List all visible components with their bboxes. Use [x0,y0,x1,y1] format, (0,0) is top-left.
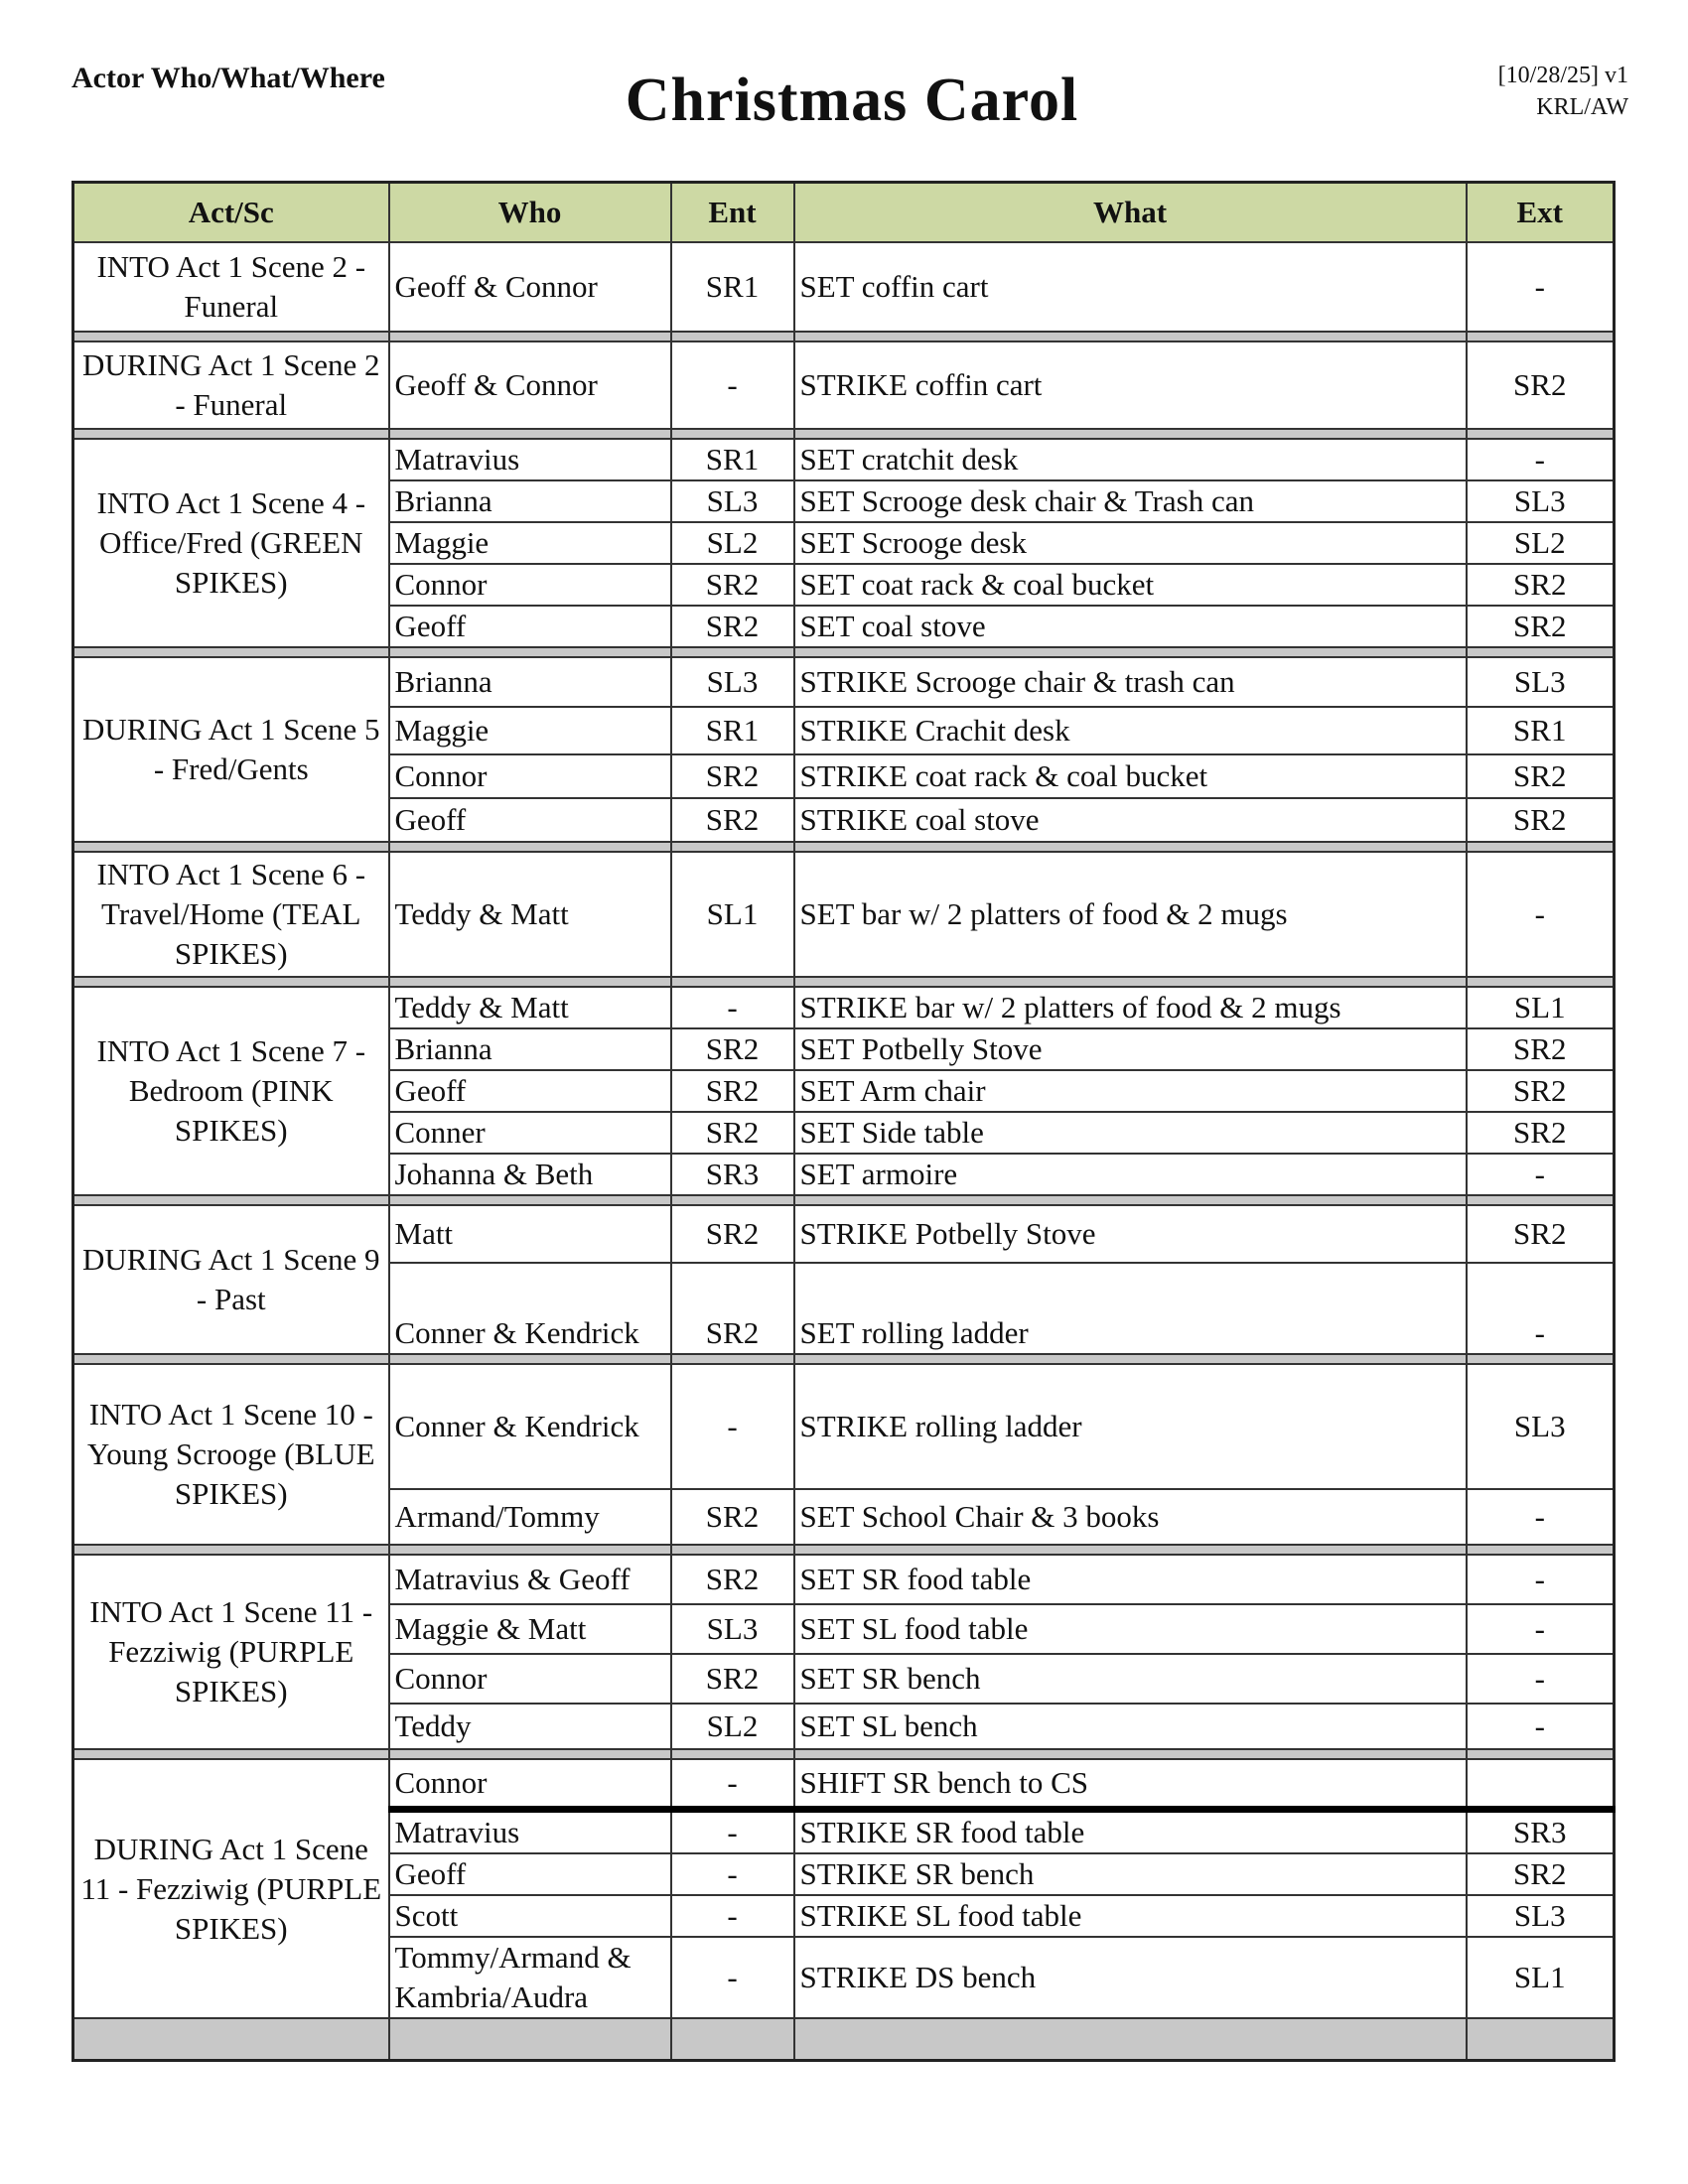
act-scene-cell: INTO Act 1 Scene 4 - Office/Fred (GREEN SPIKES) [73,439,389,647]
what-cell: SET SR food table [794,1555,1467,1604]
ext-cell: SL1 [1467,1937,1615,2018]
ent-cell: - [671,341,794,429]
footer-cell [794,2018,1467,2061]
act-scene-cell: INTO Act 1 Scene 2 - Funeral [73,242,389,332]
who-cell: Conner & Kendrick [389,1364,671,1489]
ext-cell: - [1467,1654,1615,1704]
separator-cell [794,647,1467,657]
separator-cell [1467,1545,1615,1555]
who-cell: Matravius [389,1810,671,1854]
ext-cell: - [1467,1154,1615,1195]
group-separator [73,332,1615,341]
ent-cell: SR2 [671,798,794,842]
who-cell: Scott [389,1895,671,1937]
separator-cell [671,429,794,439]
what-cell: STRIKE SL food table [794,1895,1467,1937]
who-cell: Connor [389,1759,671,1810]
col-what: What [794,183,1467,243]
ext-cell: - [1467,852,1615,977]
ext-cell: SR2 [1467,1112,1615,1154]
who-cell: Matt [389,1205,671,1263]
who-cell: Maggie [389,707,671,754]
ent-cell: SR2 [671,754,794,798]
separator-cell [73,429,389,439]
col-who: Who [389,183,671,243]
ext-cell: SL3 [1467,480,1615,522]
ent-cell: SR2 [671,1555,794,1604]
who-cell: Brianna [389,480,671,522]
ent-cell: SL1 [671,852,794,977]
ent-cell: - [671,1937,794,2018]
what-cell: STRIKE SR food table [794,1810,1467,1854]
ext-cell: - [1467,1604,1615,1654]
separator-cell [671,842,794,852]
ent-cell: - [671,1364,794,1489]
ent-cell: SR1 [671,707,794,754]
separator-cell [389,1354,671,1364]
what-cell: SET SL food table [794,1604,1467,1654]
ext-cell: SL3 [1467,657,1615,707]
act-scene-cell: DURING Act 1 Scene 9 - Past [73,1205,389,1354]
separator-cell [794,842,1467,852]
ext-cell: SR2 [1467,606,1615,647]
col-act-sc: Act/Sc [73,183,389,243]
act-scene-cell: DURING Act 1 Scene 11 - Fezziwig (PURPLE SPIKES) [73,1759,389,2018]
ent-cell: - [671,1759,794,1810]
ent-cell: SR1 [671,242,794,332]
who-cell: Maggie & Matt [389,1604,671,1654]
act-scene-cell: DURING Act 1 Scene 2 - Funeral [73,341,389,429]
ext-cell: SR2 [1467,754,1615,798]
what-cell: SET Potbelly Stove [794,1028,1467,1070]
ext-cell: SR1 [1467,707,1615,754]
what-cell: STRIKE rolling ladder [794,1364,1467,1489]
separator-cell [73,1749,389,1759]
ext-cell: - [1467,439,1615,480]
what-cell: STRIKE DS bench [794,1937,1467,2018]
group-separator [73,977,1615,987]
ext-cell: SR2 [1467,564,1615,606]
who-cell: Brianna [389,1028,671,1070]
who-cell: Conner & Kendrick [389,1263,671,1354]
what-cell: SET SL bench [794,1704,1467,1749]
header-row [73,183,1615,243]
separator-cell [794,1749,1467,1759]
footer-cell [1467,2018,1615,2061]
separator-cell [671,1545,794,1555]
ent-cell: - [671,1895,794,1937]
who-cell: Johanna & Beth [389,1154,671,1195]
separator-cell [389,842,671,852]
who-cell: Armand/Tommy [389,1489,671,1545]
separator-cell [73,1545,389,1555]
ent-cell: SR2 [671,564,794,606]
table-row [73,852,1615,977]
table-row [73,1555,1615,1604]
table-row [73,657,1615,707]
what-cell: SET bar w/ 2 platters of food & 2 mugs [794,852,1467,977]
ent-cell: SL3 [671,657,794,707]
what-cell: STRIKE Crachit desk [794,707,1467,754]
ext-cell: SL1 [1467,987,1615,1028]
separator-cell [671,332,794,341]
group-separator [73,842,1615,852]
who-cell: Connor [389,754,671,798]
ext-cell: SR2 [1467,341,1615,429]
what-cell: SET Arm chair [794,1070,1467,1112]
who-cell: Matravius [389,439,671,480]
ext-cell: SL3 [1467,1895,1615,1937]
table-row [73,1759,1615,1810]
separator-cell [1467,842,1615,852]
what-cell: SET Scrooge desk chair & Trash can [794,480,1467,522]
what-cell: SET cratchit desk [794,439,1467,480]
ent-cell: SR2 [671,606,794,647]
what-cell: SET rolling ladder [794,1263,1467,1354]
ext-cell: - [1467,1489,1615,1545]
separator-cell [1467,647,1615,657]
act-scene-cell: INTO Act 1 Scene 7 - Bedroom (PINK SPIKES) [73,987,389,1195]
authors: KRL/AW [1536,94,1628,120]
ent-cell: SR2 [671,1654,794,1704]
what-cell: SHIFT SR bench to CS [794,1759,1467,1810]
ext-cell [1467,1759,1615,1810]
who-cell: Teddy [389,1704,671,1749]
table-row [73,987,1615,1028]
separator-cell [671,647,794,657]
ext-cell: SR2 [1467,1205,1615,1263]
separator-cell [73,842,389,852]
act-scene-cell: INTO Act 1 Scene 6 - Travel/Home (TEAL SPIKES) [73,852,389,977]
ent-cell: SL3 [671,480,794,522]
ent-cell: - [671,987,794,1028]
separator-cell [389,332,671,341]
table-row [73,341,1615,429]
separator-cell [1467,332,1615,341]
separator-cell [389,977,671,987]
separator-cell [389,1545,671,1555]
col-ext: Ext [1467,183,1615,243]
separator-cell [794,429,1467,439]
ext-cell: - [1467,1555,1615,1604]
group-separator [73,1749,1615,1759]
footer-cell [389,2018,671,2061]
document-label: Actor Who/What/Where [71,62,385,94]
table-row [73,439,1615,480]
what-cell: SET coat rack & coal bucket [794,564,1467,606]
ent-cell: - [671,1853,794,1895]
who-cell: Conner [389,1112,671,1154]
separator-cell [73,332,389,341]
separator-cell [389,1749,671,1759]
table-row [73,1205,1615,1263]
separator-cell [1467,1354,1615,1364]
who-cell: Connor [389,1654,671,1704]
ent-cell: - [671,1810,794,1854]
separator-cell [794,1354,1467,1364]
who-cell: Geoff [389,1853,671,1895]
footer-cell [73,2018,389,2061]
group-separator [73,647,1615,657]
separator-cell [73,1195,389,1205]
who-cell: Teddy & Matt [389,987,671,1028]
ext-cell: SL2 [1467,522,1615,564]
table-body [73,242,1615,2061]
ent-cell: SR1 [671,439,794,480]
what-cell: SET coal stove [794,606,1467,647]
separator-cell [671,1354,794,1364]
what-cell: SET Side table [794,1112,1467,1154]
what-cell: STRIKE Potbelly Stove [794,1205,1467,1263]
title-text: Christmas Carol [625,67,1079,134]
who-cell: Connor [389,564,671,606]
who-cell: Geoff [389,798,671,842]
table-footer-row [73,2018,1615,2061]
ent-cell: SR2 [671,1070,794,1112]
group-separator [73,429,1615,439]
who-what-where-table [71,181,1616,2062]
act-scene-cell: DURING Act 1 Scene 5 - Fred/Gents [73,657,389,842]
ext-cell: SR2 [1467,1028,1615,1070]
ext-cell: SL3 [1467,1364,1615,1489]
what-cell: STRIKE coffin cart [794,341,1467,429]
group-separator [73,1545,1615,1555]
version-block [1498,60,1628,123]
separator-cell [1467,1749,1615,1759]
table-row [73,242,1615,332]
what-cell: STRIKE Scrooge chair & trash can [794,657,1467,707]
ext-cell: - [1467,1263,1615,1354]
ext-cell: SR2 [1467,1070,1615,1112]
ent-cell: SR2 [671,1205,794,1263]
what-cell: STRIKE bar w/ 2 platters of food & 2 mugs [794,987,1467,1028]
ent-cell: SR3 [671,1154,794,1195]
separator-cell [73,647,389,657]
who-cell: Brianna [389,657,671,707]
ent-cell: SR2 [671,1112,794,1154]
ext-cell: - [1467,1704,1615,1749]
ext-cell: SR2 [1467,798,1615,842]
ent-cell: SL3 [671,1604,794,1654]
separator-cell [73,1354,389,1364]
page-title [0,66,1688,136]
act-scene-cell: INTO Act 1 Scene 11 - Fezziwig (PURPLE SPIKES) [73,1555,389,1749]
who-cell: Maggie [389,522,671,564]
separator-cell [794,332,1467,341]
ext-cell: SR3 [1467,1810,1615,1854]
ent-cell: SR2 [671,1028,794,1070]
what-cell: STRIKE coat rack & coal bucket [794,754,1467,798]
separator-cell [389,429,671,439]
what-cell: SET coffin cart [794,242,1467,332]
separator-cell [389,1195,671,1205]
group-separator [73,1195,1615,1205]
separator-cell [671,1195,794,1205]
what-cell: STRIKE SR bench [794,1853,1467,1895]
separator-cell [794,1195,1467,1205]
table-row [73,1364,1615,1489]
separator-cell [1467,1195,1615,1205]
footer-cell [671,2018,794,2061]
ext-cell: SR2 [1467,1853,1615,1895]
who-cell: Geoff [389,1070,671,1112]
act-scene-cell: INTO Act 1 Scene 10 - Young Scrooge (BLUE SPIKES) [73,1364,389,1545]
ext-cell: - [1467,242,1615,332]
who-cell: Teddy & Matt [389,852,671,977]
ent-cell: SL2 [671,1704,794,1749]
separator-cell [671,977,794,987]
separator-cell [794,1545,1467,1555]
what-cell: STRIKE coal stove [794,798,1467,842]
ent-cell: SR2 [671,1489,794,1545]
separator-cell [389,647,671,657]
who-cell: Tommy/Armand & Kambria/Audra [389,1937,671,2018]
who-cell: Geoff & Connor [389,242,671,332]
what-cell: SET Scrooge desk [794,522,1467,564]
what-cell: SET SR bench [794,1654,1467,1704]
what-cell: SET armoire [794,1154,1467,1195]
separator-cell [1467,977,1615,987]
separator-cell [794,977,1467,987]
who-cell: Geoff [389,606,671,647]
group-separator [73,1354,1615,1364]
what-cell: SET School Chair & 3 books [794,1489,1467,1545]
who-cell: Matravius & Geoff [389,1555,671,1604]
version-date: [10/28/25] v1 [1497,63,1628,88]
separator-cell [671,1749,794,1759]
ent-cell: SL2 [671,522,794,564]
ent-cell: SR2 [671,1263,794,1354]
separator-cell [73,977,389,987]
who-cell: Geoff & Connor [389,341,671,429]
separator-cell [1467,429,1615,439]
col-ent: Ent [671,183,794,243]
